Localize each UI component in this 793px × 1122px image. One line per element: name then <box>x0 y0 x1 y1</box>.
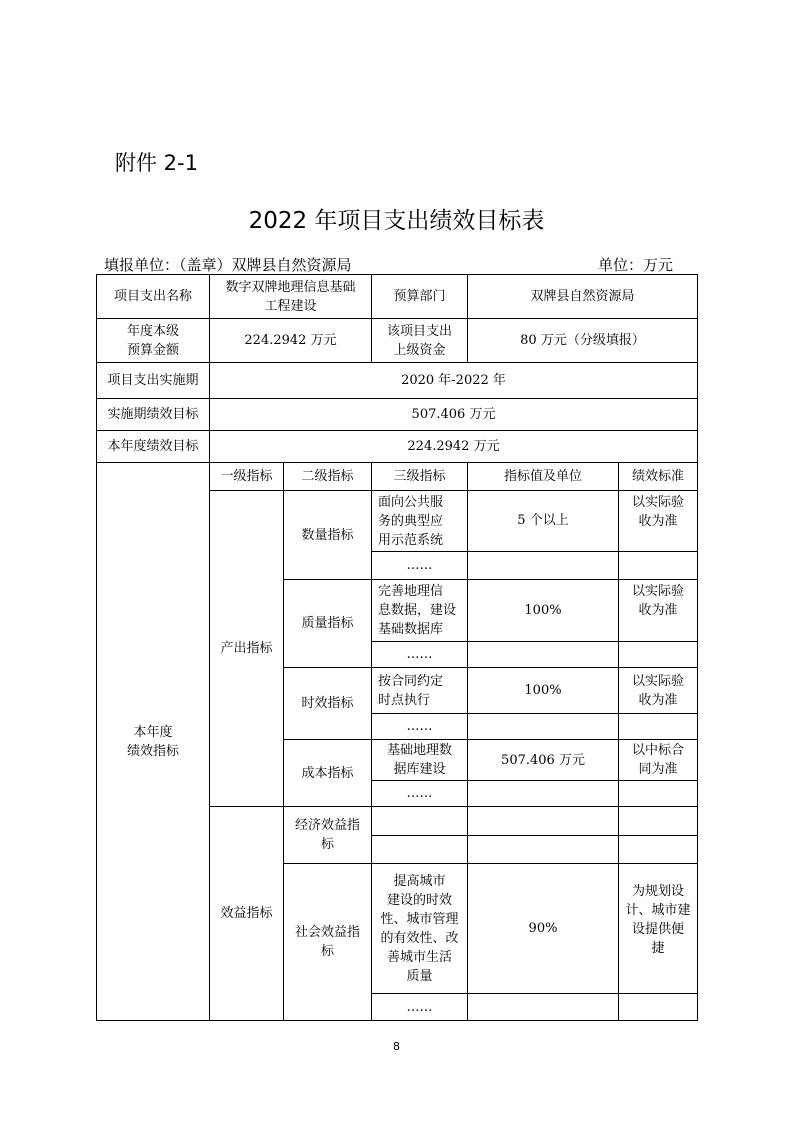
table-row-level3: 完善地理信 息数据，建设 基础数据库 <box>378 584 457 637</box>
annual-target-value: 224.2942 万元 <box>407 439 500 454</box>
table-row-standard: 为规划设 计、城市建 设提供便 捷 <box>625 884 691 956</box>
table-row-level3: …… <box>406 647 433 662</box>
filler-unit: 填报单位：（盖章）双牌县自然资源局 <box>104 256 352 274</box>
level2-social: 社会效益指 标 <box>294 925 360 959</box>
project-name-label: 项目支出名称 <box>113 289 192 304</box>
period-label: 项目支出实施期 <box>107 373 199 388</box>
table-row-standard: 以实际验 收为准 <box>631 584 684 618</box>
table-row-standard: 以实际验 收为准 <box>631 673 684 708</box>
level2-economic: 经济效益指 标 <box>294 818 360 852</box>
page-number: 8 <box>393 1040 400 1053</box>
level1-benefit: 效益指标 <box>220 906 273 921</box>
budget-dept-value: 双牌县自然资源局 <box>530 289 635 304</box>
table-row-level3: …… <box>406 719 433 734</box>
table-row-value: 100% <box>524 683 562 698</box>
annual-budget-value: 224.2942 万元 <box>244 333 337 348</box>
level1-output: 产出指标 <box>220 641 273 656</box>
budget-dept-label: 预算部门 <box>393 289 446 304</box>
table-row-standard: 以中标合 同为准 <box>631 743 684 777</box>
attachment-label: 附件 2-1 <box>115 151 198 175</box>
col-header-level2: 二级指标 <box>301 469 354 484</box>
annual-target-label: 本年度绩效目标 <box>107 439 199 454</box>
table-row-value: 100% <box>524 603 562 618</box>
table-row-level3: …… <box>406 786 433 801</box>
upper-funds-value: 80 万元（分级填报） <box>520 333 645 348</box>
period-value: 2020 年-2022 年 <box>401 373 506 388</box>
table-row-value: 90% <box>528 921 558 936</box>
table-row-level3: …… <box>406 558 433 573</box>
table-row-level3: 基础地理数 据库建设 <box>386 743 452 777</box>
level2-quality: 质量指标 <box>301 616 354 631</box>
annual-budget-label: 年度本级 预算金额 <box>126 323 179 358</box>
level2-quantity: 数量指标 <box>301 527 354 543</box>
table-row-level3: …… <box>406 999 433 1015</box>
currency-unit: 单位：万元 <box>598 256 674 274</box>
project-name-value: 数字双牌地理信息基础 工程建设 <box>225 279 356 314</box>
level2-timeliness: 时效指标 <box>301 696 354 711</box>
table-row-level3: 面向公共服 务的典型应 用示范系统 <box>378 494 444 548</box>
period-target-label: 实施期绩效目标 <box>107 407 199 422</box>
col-header-standard: 绩效标准 <box>631 469 684 484</box>
level2-cost: 成本指标 <box>301 765 354 781</box>
table-row-level3: 提高城市 建设的时效 性、城市管理 的有效性、改 善城市生活 质量 <box>380 873 459 984</box>
annual-indicator-label: 本年度 绩效指标 <box>126 724 179 759</box>
page-title: 2022 年项目支出绩效目标表 <box>248 208 545 234</box>
table-row-value: 507.406 万元 <box>501 752 585 768</box>
col-header-level3: 三级指标 <box>393 469 446 484</box>
col-header-value: 指标值及单位 <box>503 469 582 484</box>
table-row-standard: 以实际验 收为准 <box>631 495 684 529</box>
period-target-value: 507.406 万元 <box>411 407 496 422</box>
table-row-value: 5 个以上 <box>517 513 569 528</box>
table-row-level3: 按合同约定 时点执行 <box>378 673 444 708</box>
col-header-level1: 一级指标 <box>220 469 273 484</box>
upper-funds-label: 该项目支出 上级资金 <box>386 323 452 358</box>
